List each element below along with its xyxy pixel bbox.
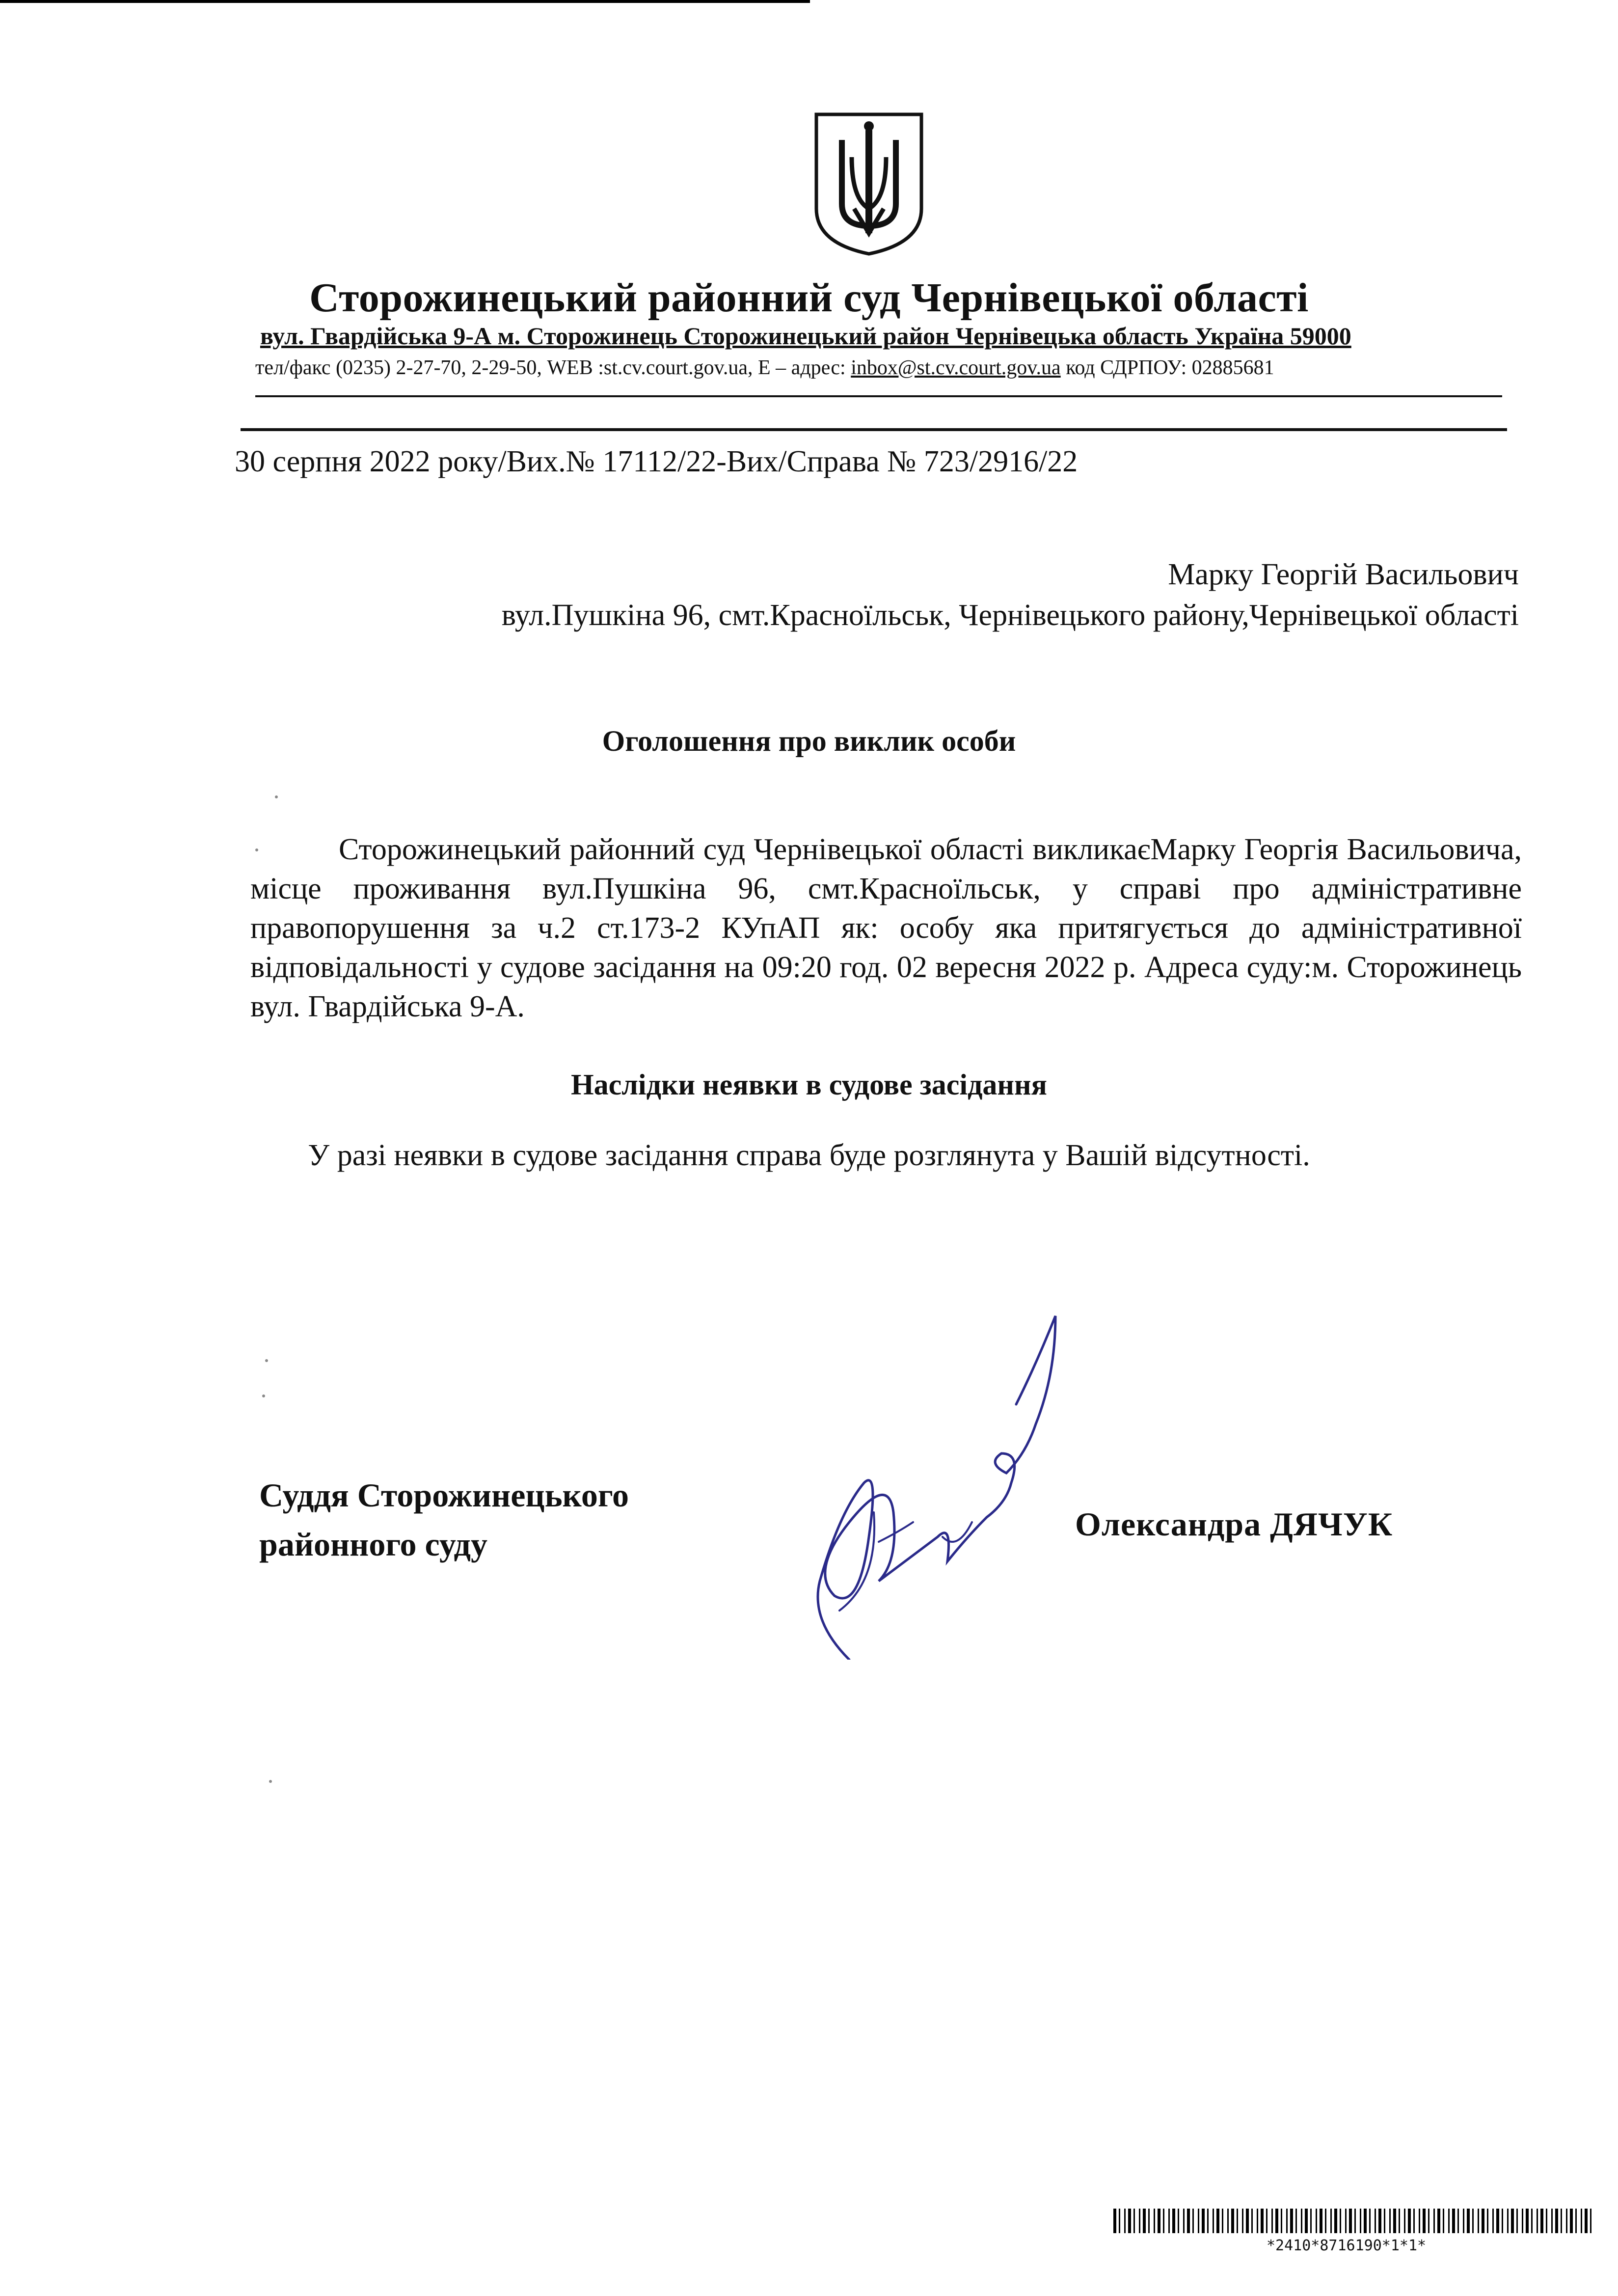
judge-name: Олександра ДЯЧУК bbox=[1075, 1505, 1393, 1543]
scan-top-edge bbox=[0, 0, 810, 3]
judge-title bbox=[259, 1471, 750, 1569]
contacts-suffix: код СДРПОУ: 02885681 bbox=[1060, 356, 1274, 379]
scan-speck bbox=[255, 848, 258, 851]
scan-speck bbox=[275, 795, 278, 798]
court-contacts bbox=[255, 356, 1274, 380]
barcode-number: *2410*8716190*1*1* bbox=[1267, 2237, 1427, 2254]
signature-icon bbox=[781, 1306, 1075, 1660]
outgoing-number-line: 30 серпня 2022 року/Вих.№ 17112/22-Вих/Справа № 723/2916/22 bbox=[235, 445, 1078, 478]
court-name: Сторожинецький районний суд Чернівецької області bbox=[309, 275, 1309, 321]
consequences-title: Наслідки неявки в судове засідання bbox=[570, 1068, 1048, 1101]
judge-title-line2: районного суду bbox=[259, 1526, 487, 1563]
barcode bbox=[1113, 2209, 1594, 2233]
contacts-prefix: тел/факс (0235) 2-27-70, 2-29-50, WEB :st.cv.court.gov.ua, Е – адрес: bbox=[255, 356, 851, 379]
scan-speck bbox=[265, 1359, 268, 1362]
header-divider bbox=[241, 428, 1507, 431]
consequences-text: У разі неявки в судове засідання справа буде розглянута у Вашій відсутності. bbox=[308, 1139, 1310, 1172]
notice-body: Сторожинецький районний суд Чернівецької області викликаєМарку Георгія Васильовича, місце проживання вул.Пушкіна 96, смт.Красноїльськ, у справі про адміністративне правопорушення за ч.2 ст.173-2 КУпАП як: особу яка притягується до адміністративної відповідальності у судове засідання на 09:20 год. 02 вересня 2022 р. Адреса суду:м. Сторожинець вул. Гвардійська 9-А. bbox=[250, 833, 1522, 1023]
court-address: вул. Гвардійська 9-А м. Сторожинець Сторожинецький район Чернівецька область Україна 59000 bbox=[260, 322, 1351, 350]
recipient-address: вул.Пушкіна 96, смт.Красноїльськ, Чернівецького району,Чернівецької області bbox=[501, 599, 1519, 632]
notice-title: Оголошення про виклик особи bbox=[602, 725, 1016, 757]
recipient-name: Марку Георгій Васильович bbox=[1168, 558, 1519, 591]
scan-speck bbox=[269, 1780, 272, 1783]
court-email-link[interactable]: inbox@st.cv.court.gov.ua bbox=[851, 356, 1061, 379]
judge-title-line1: Суддя Сторожинецького bbox=[259, 1476, 629, 1514]
header-divider-thin bbox=[255, 395, 1502, 397]
coat-of-arms-icon bbox=[812, 110, 925, 258]
scan-speck bbox=[262, 1394, 265, 1397]
